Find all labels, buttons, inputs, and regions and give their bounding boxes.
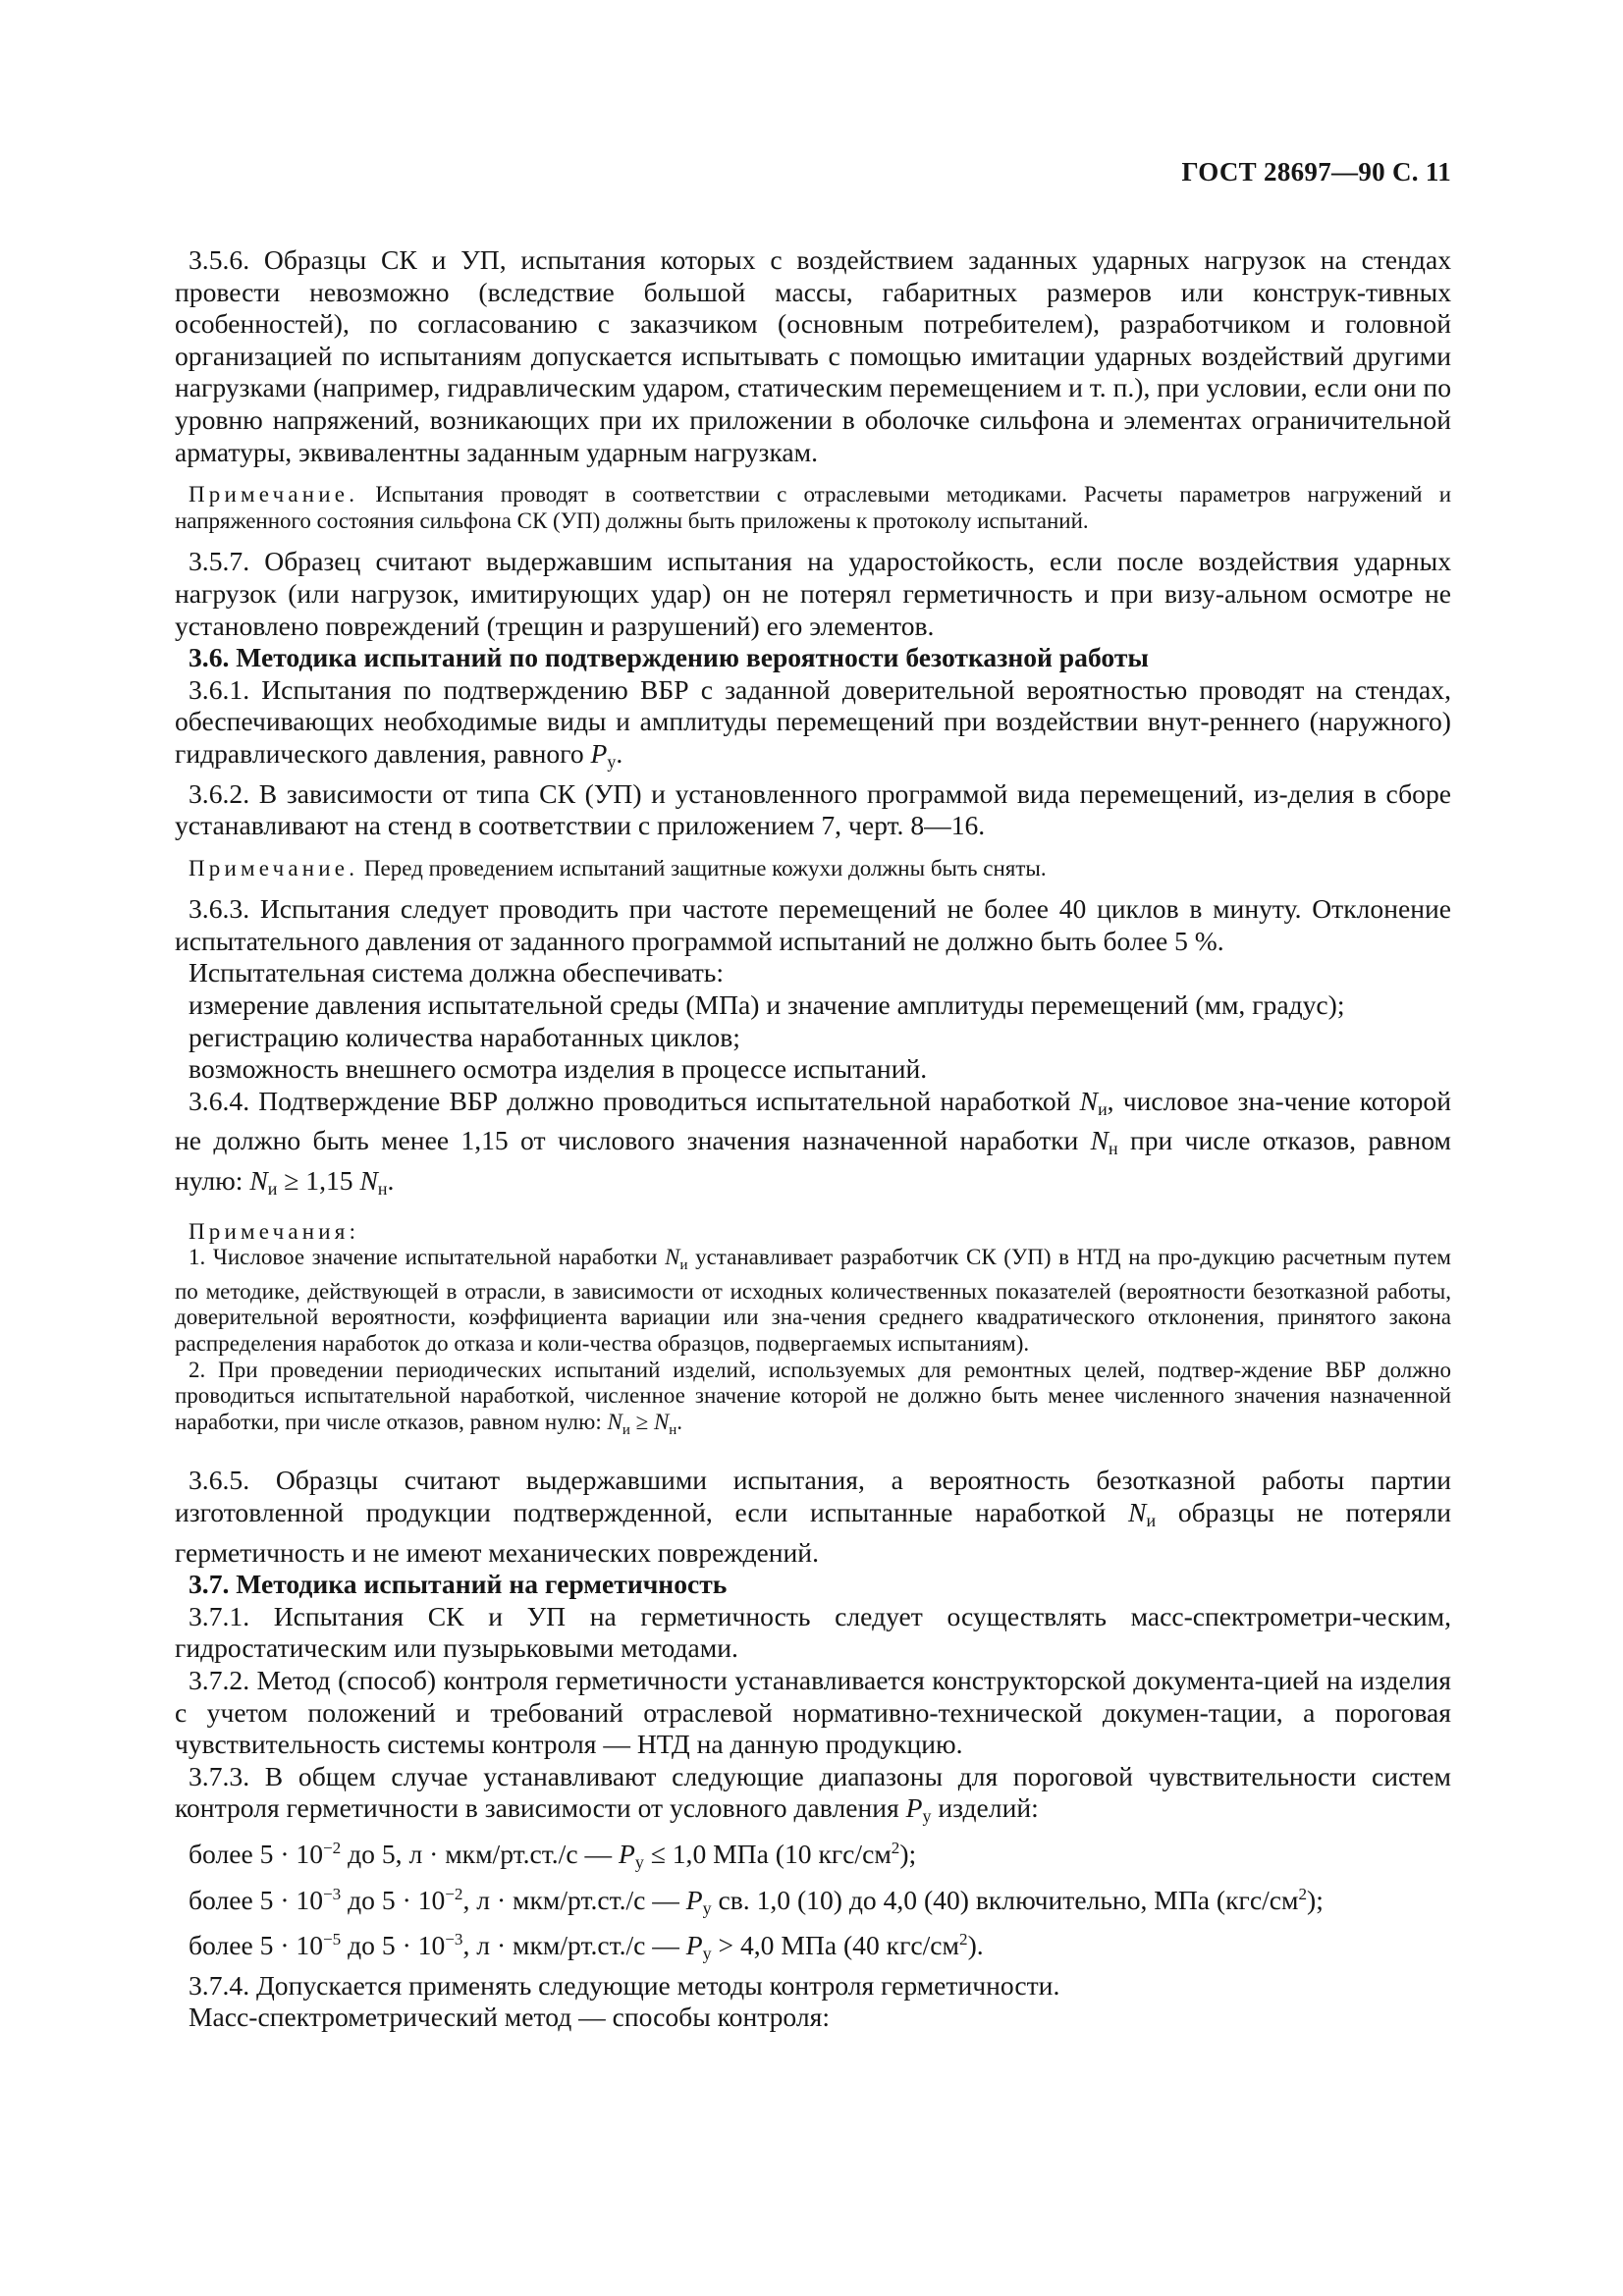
range-text: более 5 · 10	[189, 1884, 324, 1915]
note-text: устанавливает разработчик СК (УП) в НТД на про-дукцию расчетным путем по методике, действующей в отрасли, в зависимости от исходных количественных показателей (вероятности безотказной работы, доверительной вероятности, коэффициента вариации или зна-чения среднего квадратического отклонения, принятого закона распределения наработок до отказа и коли-чества образцов, подвергаемых испытаниям).	[175, 1245, 1451, 1356]
symbol-n: N	[665, 1245, 680, 1270]
subscript: и	[679, 1257, 688, 1274]
range-text: ≤ 1,0 МПа (10 кгс/см	[650, 1838, 892, 1869]
paragraph-text: 3.7.3. В общем случае устанавливают следующие диапазоны для пороговой чувствительности систем контроля герметичности в зависимости от условного давления	[175, 1760, 1451, 1824]
paragraph-text: 3.6.4. Подтверждение ВБР должно проводиться испытательной наработкой	[189, 1085, 1071, 1116]
note-text: 1. Числовое значение испытательной наработки	[189, 1245, 658, 1270]
paragraph-3-6-3-register: регистрацию количества наработанных циклов;	[189, 1021, 740, 1052]
range-text: ).	[967, 1930, 984, 1961]
superscript: −5	[323, 1930, 342, 1949]
note-3-5-6	[175, 482, 1451, 534]
range-text: , л · мкм/рт.ст./с —	[462, 1884, 679, 1915]
range-line-3	[175, 1924, 1451, 1970]
symbol-p: P	[685, 1884, 703, 1915]
paragraph-3-7-4-mass-spec: Масс-спектрометрический метод — способы контроля:	[189, 2002, 830, 2033]
range-text: > 4,0 МПа (40 кгс/см	[718, 1930, 960, 1961]
subscript: у	[634, 1851, 644, 1872]
subscript: н	[669, 1421, 677, 1438]
range-text: св. 1,0 (10) до 4,0 (40) включительно, МПа (кгс/см	[718, 1884, 1299, 1915]
paragraph-3-6-3-system: Испытательная система должна обеспечивать:	[189, 957, 725, 988]
note-3-6-2	[175, 856, 1451, 882]
superscript: −2	[323, 1838, 342, 1857]
symbol-n: N	[359, 1165, 378, 1197]
range-text: , л · мкм/рт.ст./с —	[462, 1930, 679, 1961]
symbol-p: P	[685, 1930, 703, 1961]
paragraph-3-6-3-inspect: возможность внешнего осмотра изделия в процессе испытаний.	[189, 1053, 928, 1085]
symbol-n: N	[607, 1409, 622, 1434]
symbol-p: P	[590, 737, 608, 769]
paragraph-3-5-7: 3.5.7. Образец считают выдержавшим испытания на ударостойкость, если после воздействия ударных нагрузок (или нагрузок, имитирующих удар) он не потерял герметичность и при визу-альном осмотре не установлено повреждений (трещин и разрушений) его элементов.	[175, 546, 1451, 641]
spacer	[175, 1443, 1451, 1465]
range-text: до 5 · 10	[348, 1884, 446, 1915]
range-line-1	[175, 1833, 1451, 1879]
subscript: у	[922, 1806, 932, 1827]
range-text: );	[1307, 1884, 1324, 1915]
paragraph-3-6-5	[175, 1465, 1451, 1569]
note-item-1	[175, 1245, 1451, 1357]
superscript: 2	[1298, 1884, 1308, 1903]
paragraph-3-6-1: 3.6.1. Испытания по подтверждению ВБР с заданной доверительной вероятностью проводят на стендах, обеспечивающих необходимые виды и амплитуды перемещений при воздействии внут-реннего (наружного) гидравлического давления, равного $P_у$.	[175, 673, 1451, 772]
symbol-n: N	[249, 1165, 268, 1197]
subscript: и	[622, 1421, 630, 1438]
superscript: 2	[891, 1838, 900, 1857]
subscript: и	[1098, 1098, 1108, 1119]
section-heading-3-6: 3.6. Методика испытаний по подтверждению вероятности безотказной работы	[189, 642, 1149, 673]
symbol-p: P	[905, 1792, 923, 1824]
note-text: 2. При проведении периодических испытаний изделий, используемых для ремонтных целей, подтвер-ждение ВБР должно проводиться испытательной наработкой, численное значение которой не должно быть менее численного значения назначенной наработки, при числе отказов, равном нулю:	[175, 1357, 1451, 1434]
notes-label: Примечания:	[189, 1218, 360, 1244]
subscript: у	[702, 1944, 712, 1964]
paragraph-text: 3.6.1. Испытания по подтверждению ВБР с заданной доверительной вероятностью проводят на стендах, обеспечивающих необходимые виды и амплитуды перемещений при воздействии внут-реннего (наружного) гидравлического давления, равного	[175, 673, 1451, 769]
paragraph-3-6-3: 3.6.3. Испытания следует проводить при частоте перемещений не более 40 циклов в минуту. Отклонение испытательного давления от заданного программой испытаний не должно быть более 5 %.	[175, 893, 1451, 956]
symbol-n: N	[1079, 1085, 1099, 1116]
superscript: −2	[445, 1884, 463, 1903]
paragraph-3-6-2: 3.6.2. В зависимости от типа СК (УП) и установленного программой вида перемещений, из-делия в сборе устанавливают на стенд в соответствии с приложением 7, черт. 8—16.	[175, 777, 1451, 841]
paragraph-3-7-1: 3.7.1. Испытания СК и УП на герметичность следует осуществлять масс-спектрометри-ческим, гидростатическим или пузырьковыми методами.	[175, 1600, 1451, 1664]
symbol-p: P	[618, 1838, 635, 1869]
superscript: −3	[445, 1930, 463, 1949]
subscript: у	[702, 1897, 712, 1918]
symbol-n: N	[1090, 1125, 1109, 1156]
subscript: н	[377, 1179, 388, 1200]
paragraph-text: изделий:	[938, 1792, 1039, 1824]
paragraph-text: 3.6.5. Образцы считают выдержавшими испытания, а вероятность безотказной работы партии изготовленной продукции подтвержденной, если испытанные наработкой	[175, 1465, 1451, 1527]
range-text: более 5 · 10	[189, 1930, 324, 1961]
paragraph-3-7-2: 3.7.2. Метод (способ) контроля герметичности устанавливается конструкторской документа-цией на изделия с учетом положений и требований отраслевой нормативно-технической докумен-тации, а пороговая чувствительность системы контроля — НТД на данную продукцию.	[175, 1664, 1451, 1760]
paragraph-text: образцы не потеряли герметичность и не имеют механических повреждений.	[175, 1496, 1451, 1568]
note-label: Примечание.	[189, 482, 359, 507]
range-text: более 5 · 10	[189, 1838, 324, 1869]
subscript: у	[607, 751, 617, 772]
range-line-2	[175, 1879, 1451, 1925]
subscript: и	[267, 1179, 278, 1200]
note-item-2: 2. При проведении периодических испытаний изделий, используемых для ремонтных целей, подтвер-ждение ВБР должно проводиться испытательной наработкой, численное значение которой не должно быть менее численного значения назначенной наработки, при числе отказов, равном нулю: $N_и \ge N_н$.	[175, 1357, 1451, 1438]
note-text: Испытания проводят в соответствии с отраслевыми методиками. Расчеты параметров нагружений и напряженного состояния сильфона СК (УП) должны быть приложены к протоколу испытаний.	[175, 482, 1452, 533]
note-label: Примечание.	[189, 855, 359, 881]
note-text: Перед проведением испытаний защитные кожухи должны быть сняты.	[363, 855, 1047, 881]
paragraph-3-5-6: 3.5.6. Образцы СК и УП, испытания которых с воздействием заданных ударных нагрузок на стендах провести невозможно (вследствие большой массы, габаритных размеров или конструк-тивных особенностей), по согласованию с заказчиком (основным потребителем), разработчиком и головной организацией по испытаниям допускается испытывать с помощью имитации ударных воздействий другими нагрузками (например, гидравлическим ударом, статическим перемещением и т. п.), при условии, если они по уровню напряжений, возникающих при их приложении в оболочке сильфона и элементах ограничительной арматуры, эквивалентны заданным ударным нагрузкам.	[175, 244, 1451, 467]
range-text: до 5, л · мкм/рт.ст./с —	[348, 1838, 613, 1869]
paragraph-text: при числе отказов, равном нулю:	[175, 1125, 1451, 1197]
paragraph-3-6-3-measure: измерение давления испытательной среды (МПа) и значение амплитуды перемещений (мм, градус);	[189, 989, 1345, 1021]
superscript: 2	[959, 1930, 968, 1949]
subscript: н	[1109, 1139, 1118, 1159]
paragraph-text: , числовое зна-чение которой не должно быть менее 1,15 от числового значения назначенной наработки	[175, 1085, 1451, 1156]
paragraph-3-7-3	[175, 1761, 1451, 1833]
subscript: и	[1146, 1510, 1157, 1530]
range-text: до 5 · 10	[348, 1930, 446, 1961]
superscript: −3	[323, 1884, 342, 1903]
page-header: ГОСТ 28697—90 С. 11	[1181, 157, 1451, 187]
paragraph-3-6-4: 3.6.4. Подтверждение ВБР должно проводиться испытательной наработкой $N_и$, числовое зна-чение которой не должно быть менее 1,15 от числового значения назначенной наработки $N_н$ при числе отказов, равном нулю: $N_и \ge 1,15$ $N_н$.	[175, 1085, 1451, 1200]
paragraph-3-7-4: 3.7.4. Допускается применять следующие методы контроля герметичности.	[189, 1969, 1060, 2001]
symbol-n: N	[653, 1409, 670, 1434]
section-heading-3-7: 3.7. Методика испытаний на герметичность	[189, 1569, 728, 1600]
range-text: );	[899, 1838, 917, 1869]
paragraph-text: ≥ 1,15	[284, 1165, 353, 1197]
symbol-n: N	[1128, 1496, 1147, 1527]
